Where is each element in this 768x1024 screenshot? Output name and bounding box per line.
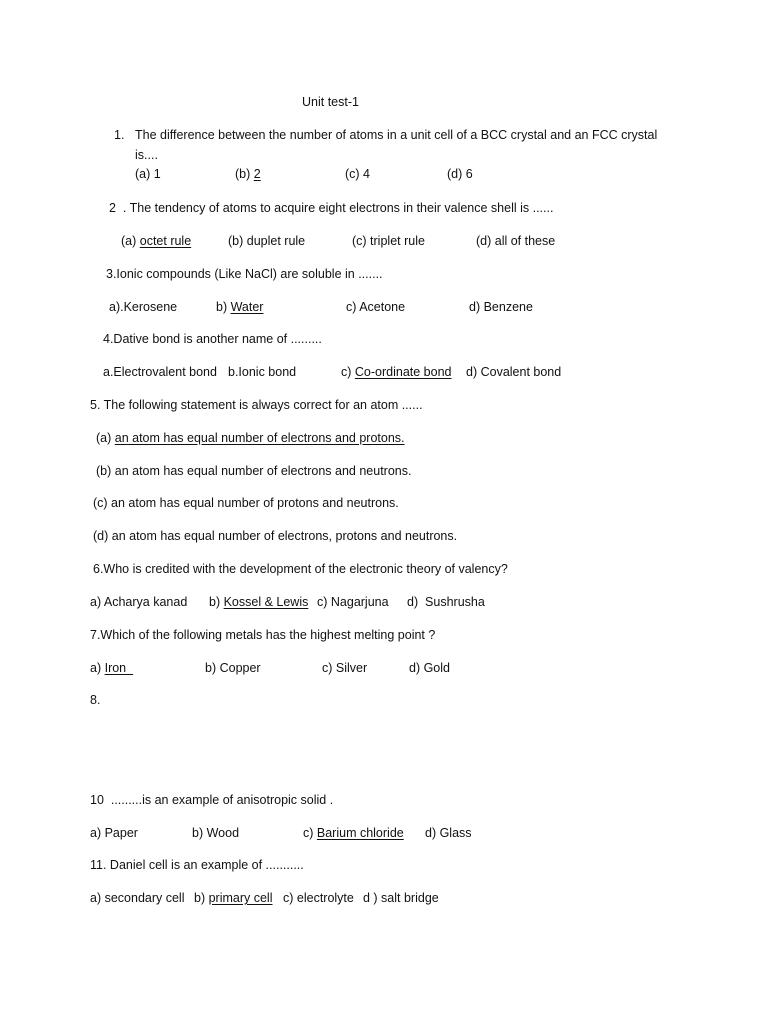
question-4-text: 4.Dative bond is another name of .........: [103, 332, 322, 346]
question-6-option-b: b) Kossel & Lewis: [209, 595, 309, 609]
question-11-option-a: a) secondary cell: [90, 891, 185, 905]
question-11-answer: primary cell: [208, 891, 273, 905]
question-1-option-c: (c) 4: [345, 167, 370, 181]
question-2-option-b: (b) duplet rule: [228, 234, 306, 248]
question-3-option-d: d) Benzene: [469, 300, 533, 314]
question-5-option-a: (a) an atom has equal number of electrons and protons.: [96, 431, 405, 445]
question-10-option-b: b) Wood: [192, 826, 240, 840]
question-3-option-a: a).Kerosene: [109, 300, 178, 314]
question-2-option-c: (c) triplet rule: [352, 234, 425, 248]
question-10-text: 10 .........is an example of anisotropic solid .: [90, 793, 334, 807]
question-5-option-b: (b) an atom has equal number of electrons and neutrons.: [96, 464, 412, 478]
question-10-option-d: d) Glass: [425, 826, 472, 840]
question-7-text: 7.Which of the following metals has the highest melting point ?: [90, 628, 436, 642]
question-3-text: 3.Ionic compounds (Like NaCl) are soluble in .......: [106, 267, 383, 281]
question-5-text: 5. The following statement is always correct for an atom ......: [90, 398, 423, 412]
question-6-answer: Kossel & Lewis: [223, 595, 309, 609]
question-7-option-c: c) Silver: [322, 661, 368, 675]
question-2-answer: octet rule: [139, 234, 192, 248]
question-7-answer: Iron: [104, 661, 134, 675]
question-10-answer: Barium chloride: [316, 826, 404, 840]
question-4-answer: Co-ordinate bond: [354, 365, 452, 379]
question-1-option-b: (b) 2: [235, 167, 261, 181]
question-5-answer: an atom has equal number of electrons and protons.: [114, 431, 405, 445]
question-11-option-d: d ) salt bridge: [363, 891, 439, 905]
question-5-option-c: (c) an atom has equal number of protons and neutrons.: [93, 496, 399, 510]
question-6-option-a: a) Acharya kanad: [90, 595, 188, 609]
question-4-option-a: a.Electrovalent bond: [103, 365, 217, 379]
question-6-option-d: d) Sushrusha: [407, 595, 485, 609]
question-4-option-d: d) Covalent bond: [466, 365, 562, 379]
question-2-option-a: (a) octet rule: [121, 234, 192, 248]
question-1-text-continued: is....: [135, 148, 158, 162]
page-title: Unit test-1: [302, 95, 359, 109]
question-3-answer: Water: [230, 300, 264, 314]
question-6-text: 6.Who is credited with the development of the electronic theory of valency?: [93, 562, 508, 576]
question-1-option-a: (a) 1: [135, 167, 161, 181]
question-1-text: The difference between the number of atoms in a unit cell of a BCC crystal and an FCC crystal: [135, 128, 658, 142]
question-10-option-a: a) Paper: [90, 826, 138, 840]
question-7-option-b: b) Copper: [205, 661, 261, 675]
question-10-option-c: c) Barium chloride: [303, 826, 404, 840]
question-7-option-d: d) Gold: [409, 661, 450, 675]
question-2-text: 2 . The tendency of atoms to acquire eight electrons in their valence shell is ......: [109, 201, 554, 215]
question-4-option-c: c) Co-ordinate bond: [341, 365, 452, 379]
question-11-text: 11. Daniel cell is an example of ...........: [90, 858, 304, 872]
question-1-answer: 2: [253, 167, 261, 181]
question-1-number: 1.: [114, 128, 125, 142]
question-2-option-d: (d) all of these: [476, 234, 556, 248]
question-8-number: 8.: [90, 693, 101, 707]
question-7-option-a: a) Iron: [90, 661, 134, 675]
question-1-option-d: (d) 6: [447, 167, 473, 181]
question-11-option-c: c) electrolyte: [283, 891, 354, 905]
question-3-option-b: b) Water: [216, 300, 264, 314]
question-4-option-b: b.Ionic bond: [228, 365, 297, 379]
question-11-option-b: b) primary cell: [194, 891, 273, 905]
question-6-option-c: c) Nagarjuna: [317, 595, 389, 609]
question-5-option-d: (d) an atom has equal number of electrons, protons and neutrons.: [93, 529, 458, 543]
question-3-option-c: c) Acetone: [346, 300, 406, 314]
